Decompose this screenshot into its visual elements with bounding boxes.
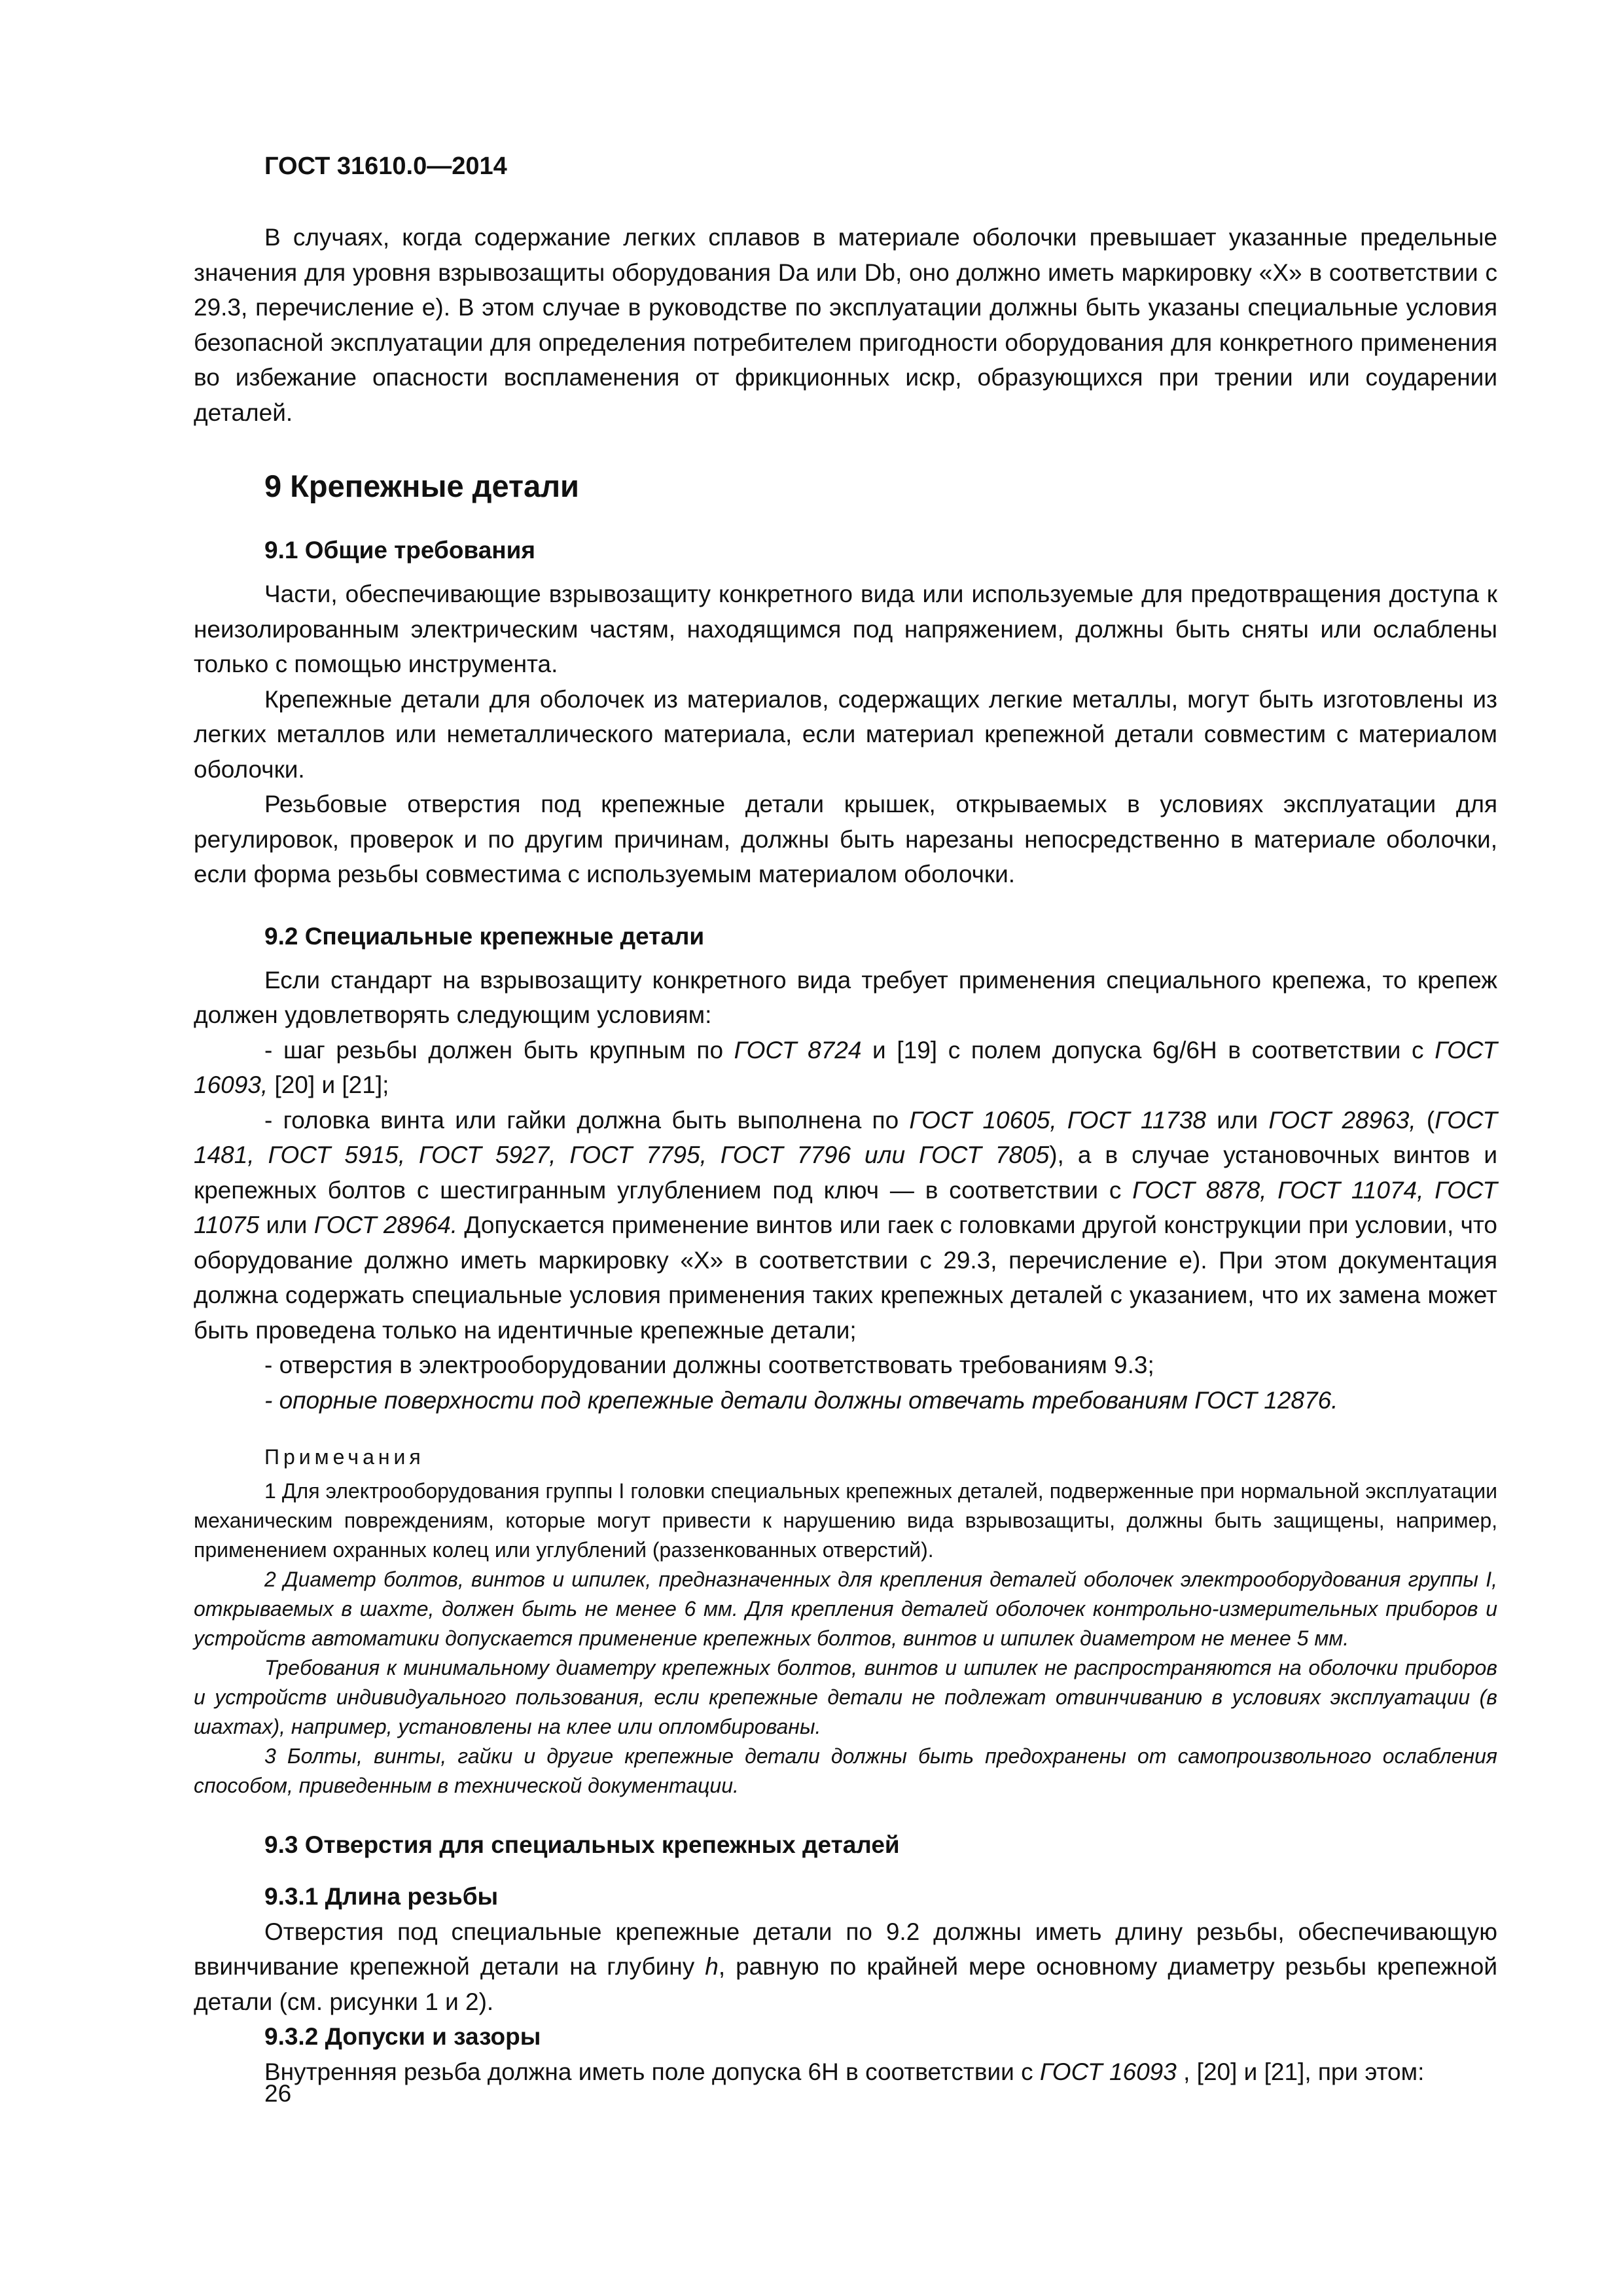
section-9-2-title: 9.2 Специальные крепежные детали [264, 922, 705, 950]
section-9-2-intro: Если стандарт на взрывозащиту конкретного вида требует применения специального крепежа, то крепеж должен удовлетворять следующим условиям: [194, 966, 1497, 1028]
section-9-2-list-item-3: - отверстия в электрооборудовании должны соответствовать требованиям 9.3; [264, 1352, 1154, 1378]
list-item-text: ), а в случае установочных винтов и крепежных болтов с шестигранным углублением под ключ — в соответствии с [194, 1141, 1497, 1204]
document-body [194, 220, 1497, 2089]
paragraph-text: Отверстия под специальные крепежные детали по 9.2 должны иметь длину резьбы, обеспечивающую ввинчивание крепежной детали на глубину [194, 1918, 1497, 1980]
section-9-2-list-item-1 [194, 1033, 1497, 1103]
standard-reference: ГОСТ 16093, [194, 1036, 1497, 1098]
note-3: 3 Болты, винты, гайки и другие крепежные детали должны быть предохранены от самопроизвольного ослабления способом, приведенным в технической документации. [194, 1744, 1497, 1797]
section-9-3-title: 9.3 Отверстия для специальных крепежных деталей [264, 1831, 900, 1858]
paragraph-text: , равную по крайней мере основному диаметру резьбы крепежной детали (см. рисунки 1 и 2). [194, 1953, 1497, 2015]
section-9-3-1-title: 9.3.1 Длина резьбы [264, 1883, 499, 1910]
standard-reference: ГОСТ 8878, ГОСТ 11074, ГОСТ 11075 [194, 1176, 1497, 1238]
list-item-text: или [259, 1211, 314, 1238]
list-item-text: - головка винта или гайки должна быть выполнена по [264, 1106, 910, 1134]
section-9-3-2-paragraph [194, 2054, 1497, 2090]
list-item-text: Допускается применение винтов или гаек с головками другой конструкции при условии, что оборудование должно иметь маркировку «X» в соответствии с 29.3, перечисление е). При этом документация должна содержать специальные условия применения таких крепежных деталей с указанием, что их замена может быть проведена только на идентичные крепежные детали; [194, 1211, 1497, 1344]
section-9-1-paragraph-2: Крепежные детали для оболочек из материалов, содержащих легкие металлы, могут быть изготовлены из легких металлов или неметаллического материала, если материал крепежной детали совместим с материалом оболочки. [194, 685, 1497, 783]
intro-paragraph: В случаях, когда содержание легких сплавов в материале оболочки превышает указанные предельные значения для уровня взрывозащиты оборудования Da или Db, оно должно иметь маркировку «X» в соответствии с 29.3, перечисление е). В этом случае в руководстве по эксплуатации должны быть указаны специальные условия безопасной эксплуатации для определения потребителем пригодности оборудования для конкретного применения во избежание опасности воспламенения от фрикционных искр, образующихся при трении или соударении деталей. [194, 224, 1497, 426]
section-9-title: 9 Крепежные детали [264, 469, 579, 503]
standard-reference: ГОСТ 1481, ГОСТ 5915, ГОСТ 5927, ГОСТ 7795, ГОСТ 7796 или ГОСТ 7805 [194, 1106, 1497, 1168]
section-9-1-paragraph-3: Резьбовые отверстия под крепежные детали крышек, открываемых в условиях эксплуатации для регулировок, проверок и по другим причинам, должны быть нарезаны непосредственно в материале оболочки, если форма резьбы совместима с используемым материалом оболочки. [194, 791, 1497, 888]
list-item-text: и [19] с полем допуска 6g/6H в соответствии с [861, 1036, 1435, 1064]
section-9-3-1-paragraph [194, 1914, 1497, 2020]
list-item-text: [20] и [21]; [268, 1071, 389, 1098]
page-number: 26 [264, 2080, 292, 2107]
section-9-1-paragraph-1: Части, обеспечивающие взрывозащиту конкретного вида или используемые для предотвращения доступа к неизолированным электрическим частям, находящимся под напряжением, должны быть сняты или ослаблены только с помощью инструмента. [194, 581, 1497, 677]
section-9-2-list-item-2 [194, 1103, 1497, 1348]
note-1: 1 Для электрооборудования группы I головки специальных крепежных деталей, подверженные при нормальной эксплуатации механическим повреждениям, которые могут привести к нарушению вида взрывозащиты, должны быть защищены, например, применением охранных колец или углублений (раззенкованных отверстий). [194, 1479, 1497, 1562]
note-2: 2 Диаметр болтов, винтов и шпилек, предназначенных для крепления деталей оболочек электрооборудования группы I, открываемых в шахте, должен быть не менее 6 мм. Для крепления деталей оболочек контрольно-измерительных приборов и устройств автоматики допускается применение крепежных болтов, винтов и шпилек диаметром не менее 5 мм. [194, 1568, 1497, 1650]
list-item-text: - шаг резьбы должен быть крупным по [264, 1036, 734, 1064]
standard-reference: ГОСТ 16093 [1039, 2058, 1177, 2085]
standard-reference: ГОСТ 28963, [1268, 1106, 1416, 1134]
standard-reference: ГОСТ 10605, ГОСТ 11738 [909, 1106, 1207, 1134]
paragraph-text: Внутренняя резьба должна иметь поле допуска 6H в соответствии с [264, 2058, 1040, 2085]
standard-reference: ГОСТ 8724 [734, 1036, 862, 1064]
list-item-text: ( [1416, 1106, 1435, 1134]
paragraph-text: , [20] и [21], при этом: [1176, 2058, 1425, 2085]
section-9-2-list-item-4: - опорные поверхности под крепежные детали должны отвечать требованиям ГОСТ 12876. [264, 1386, 1338, 1414]
standard-reference: ГОСТ 28964. [313, 1211, 458, 1238]
note-2-continuation: Требования к минимальному диаметру крепежных болтов, винтов и шпилек не распространяются на оболочки приборов и устройств индивидуального пользования, если крепежные детали не подлежат отвинчиванию в условиях эксплуатации (в шахтах), например, установлены на клее или опломбированы. [194, 1656, 1497, 1738]
notes-title: Примечания [264, 1445, 425, 1469]
section-9-3-2-title: 9.3.2 Допуски и зазоры [264, 2023, 541, 2050]
symbol-h: h [705, 1953, 719, 1980]
section-9-1-title: 9.1 Общие требования [264, 537, 535, 564]
list-item-text: или [1206, 1106, 1269, 1134]
document-header-code: ГОСТ 31610.0—2014 [264, 152, 507, 180]
